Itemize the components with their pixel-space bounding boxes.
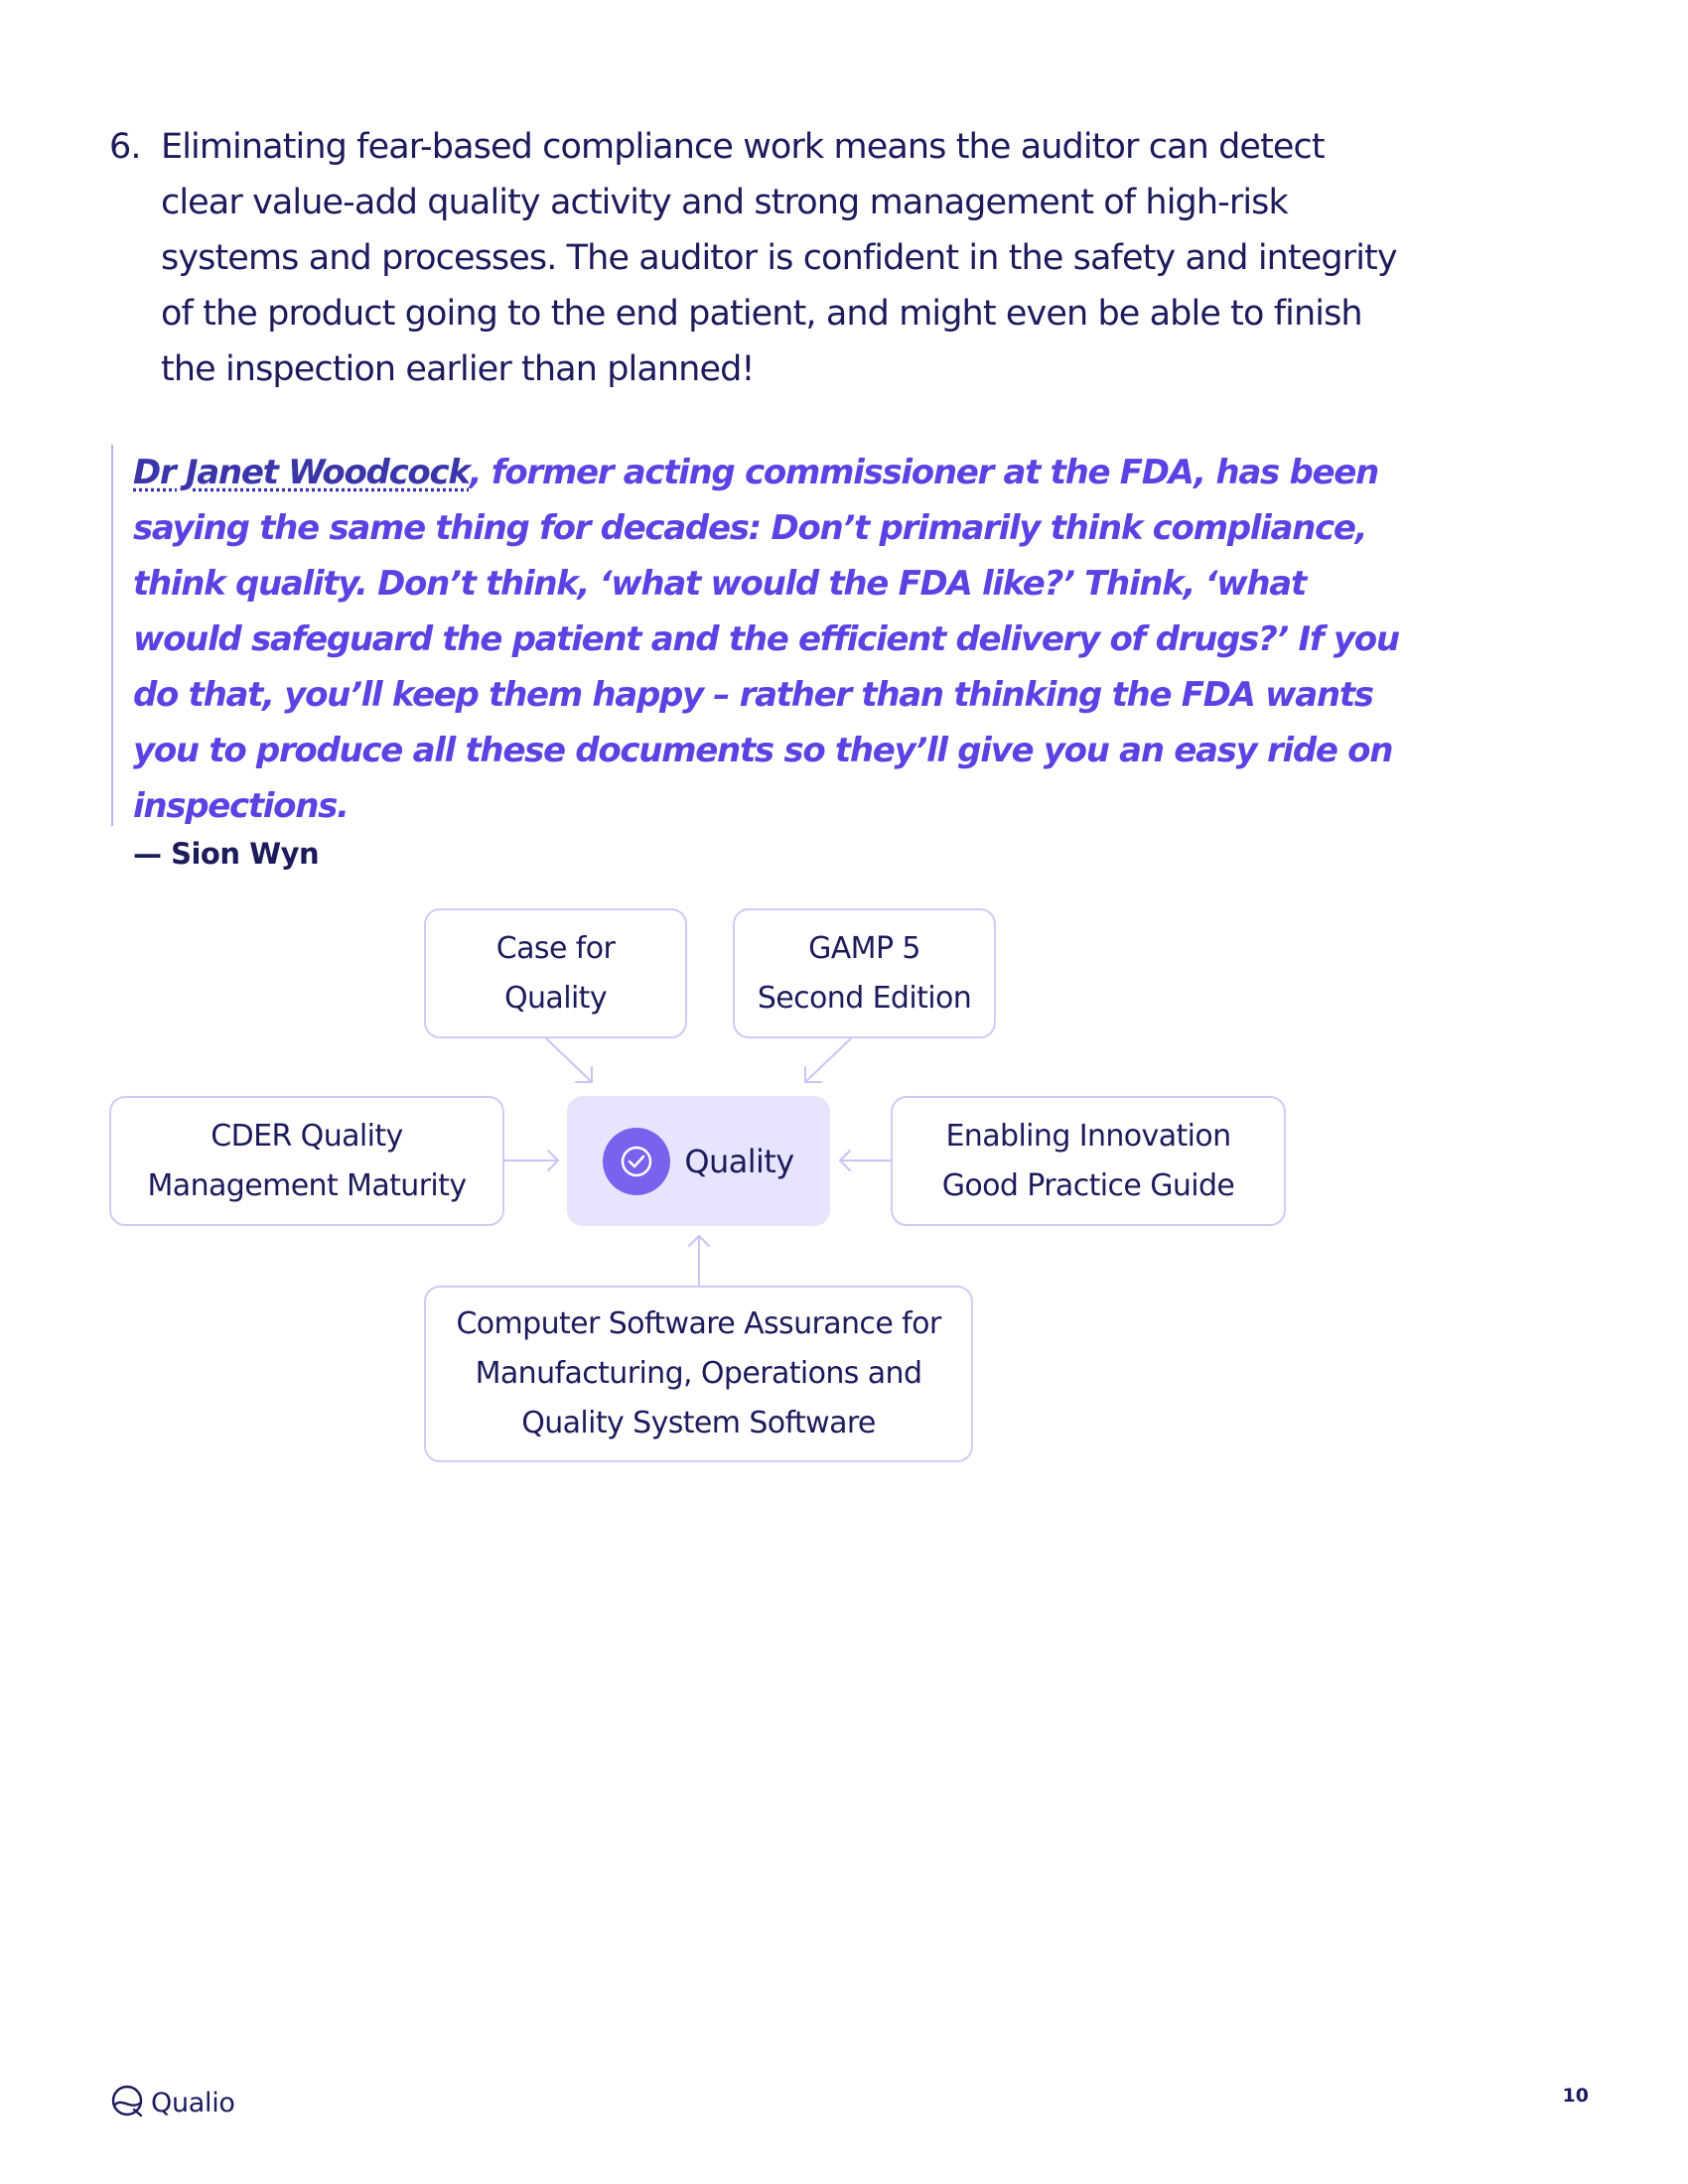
node-cder: CDER Quality Management Maturity — [109, 1096, 504, 1226]
quote-link[interactable]: Dr Janet Woodcock — [133, 453, 470, 492]
quote-author: — Sion Wyn — [133, 837, 320, 871]
footer-brand: Qualio — [151, 2087, 235, 2118]
list-number: 6. — [109, 127, 141, 167]
check-circle-icon — [603, 1128, 670, 1195]
arrow-cder-to-quality — [504, 1151, 558, 1170]
node-quality — [567, 1096, 830, 1226]
arrow-case-to-quality — [546, 1038, 592, 1082]
node-csa: Computer Software Assurance for Manufacturing, Operations and Quality System Software — [424, 1286, 973, 1462]
paragraph-text: Eliminating fear-based compliance work means the auditor can detect clear value-add quality activity and strong management of high-risk systems and processes. The auditor is confident in the safety and integrity of the product going to the end patient, and might even be able to finish the inspection earlier than planned! — [161, 127, 1397, 389]
blockquote — [111, 445, 1404, 871]
quote-body: , former acting commissioner at the FDA, has been saying the same thing for decades: Don’t primarily think compliance, think quality. Don’t think, ‘what would the FDA like?’ Think, ‘what would safeguard the patient and the efficient delivery of drugs?’ If you do that, you’ll keep them happy – rather than thinking the FDA wants you to produce all these documents so they’ll give you an easy ride on inspections. — [133, 453, 1399, 826]
quality-label: Quality — [684, 1142, 794, 1180]
arrow-innovation-to-quality — [840, 1151, 891, 1170]
node-gamp5: GAMP 5 Second Edition — [733, 908, 996, 1038]
footer-logo — [109, 2083, 235, 2122]
page-number: 10 — [1562, 2085, 1589, 2107]
node-case-for-quality: Case for Quality — [424, 908, 687, 1038]
quote-text — [133, 445, 1404, 834]
numbered-paragraph — [109, 119, 1400, 397]
arrow-csa-to-quality — [689, 1236, 709, 1286]
arrow-gamp-to-quality — [805, 1038, 851, 1082]
qualio-logo-icon — [109, 2083, 145, 2122]
node-enabling-innovation: Enabling Innovation Good Practice Guide — [891, 1096, 1286, 1226]
